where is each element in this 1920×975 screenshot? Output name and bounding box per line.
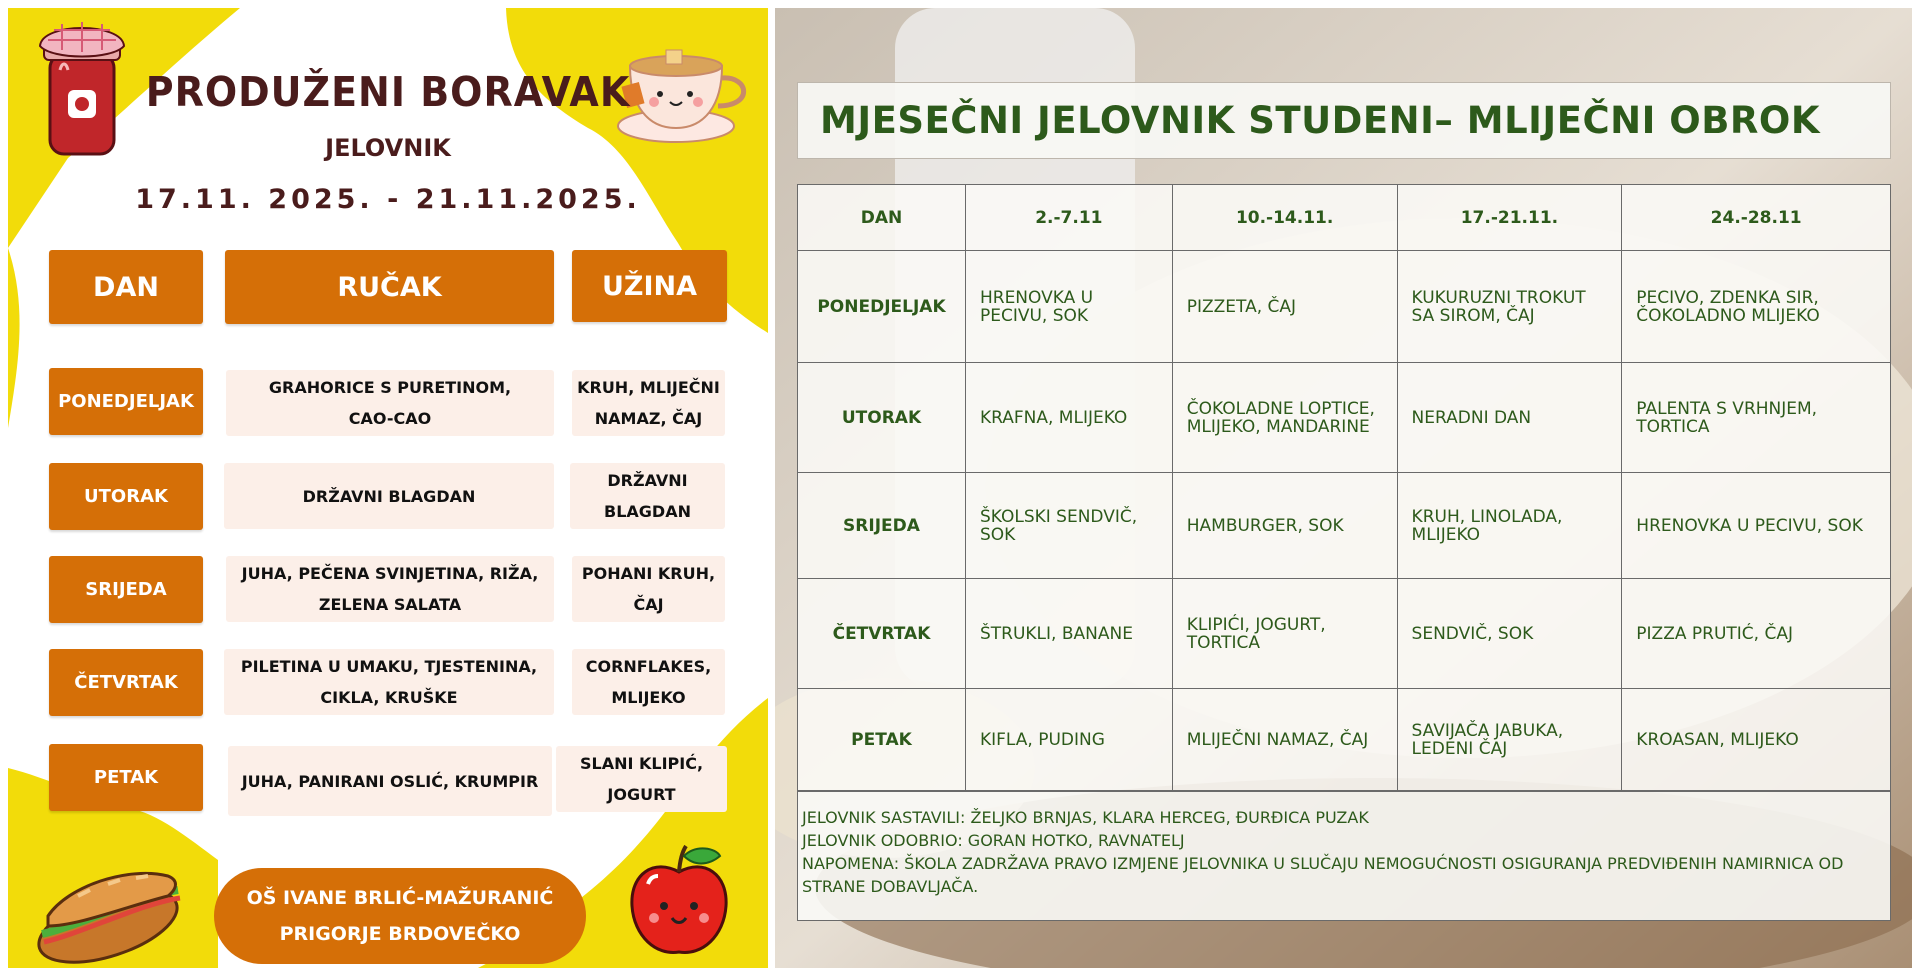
note-line: NAPOMENA: ŠKOLA ZADRŽAVA PRAVO IZMJENE JELOVNIKA U SLUČAJU NEMOGUĆNOSTI OSIGURANJA PREDVIĐENIH NAMIRNICA OD STRANE DOBAVLJAČA. bbox=[802, 854, 1844, 896]
meal-cell bbox=[965, 473, 1172, 579]
snack-line: KRUH, MLIJEČNI bbox=[577, 378, 720, 397]
lunch-cell bbox=[224, 649, 554, 715]
snack-cell bbox=[572, 556, 725, 622]
table-row bbox=[798, 579, 1891, 689]
meal-line: ČOKOLADNO MLIJEKO bbox=[1636, 305, 1820, 326]
meal-line: PECIVU, SOK bbox=[979, 305, 1089, 326]
snack-line: NAMAZ, ČAJ bbox=[594, 409, 703, 428]
sandwich-icon bbox=[28, 856, 188, 966]
snack-line: MLIJEKO bbox=[611, 688, 686, 707]
lunch-cell bbox=[224, 463, 554, 529]
day-cell: ČETVRTAK bbox=[798, 579, 966, 689]
meal-cell bbox=[1172, 363, 1397, 473]
snack-cell bbox=[572, 370, 725, 436]
header-lunch: RUČAK bbox=[225, 250, 554, 324]
lunch-line: CAO-CAO bbox=[348, 409, 432, 428]
meal-line: SOK bbox=[979, 524, 1016, 545]
meal-line: TORTICA bbox=[1186, 632, 1260, 653]
day-label: SRIJEDA bbox=[49, 556, 203, 623]
meal-line: SA SIROM, ČAJ bbox=[1411, 305, 1535, 326]
meal-line: HRENOVKA U bbox=[979, 287, 1094, 308]
day-cell: SRIJEDA bbox=[798, 473, 966, 579]
school-location: PRIGORJE BRDOVEČKO bbox=[279, 923, 521, 945]
day-label: PETAK bbox=[49, 744, 203, 811]
meal-line: LEDENI ČAJ bbox=[1411, 738, 1508, 759]
meal-cell bbox=[965, 689, 1172, 791]
meal-line: ŠTRUKLI, BANANE bbox=[979, 623, 1133, 644]
lunch-cell bbox=[226, 370, 554, 436]
meal-cell bbox=[1622, 473, 1891, 579]
table-row bbox=[798, 473, 1891, 579]
meal-cell bbox=[1172, 689, 1397, 791]
meal-line: HAMBURGER, SOK bbox=[1186, 515, 1344, 536]
meal-cell bbox=[1397, 579, 1622, 689]
school-name-badge bbox=[214, 868, 586, 964]
meal-line: PIZZETA, ČAJ bbox=[1186, 296, 1297, 317]
school-name: OŠ IVANE BRLIĆ-MAŽURANIĆ bbox=[246, 887, 554, 909]
meal-cell bbox=[1397, 251, 1622, 363]
poster-title: PRODUŽENI BORAVAK bbox=[145, 68, 631, 116]
table-header-row bbox=[798, 185, 1891, 251]
snack-line: SLANI KLIPIĆ, bbox=[579, 754, 704, 773]
meal-cell bbox=[1397, 689, 1622, 791]
meal-line: KRAFNA, MLIJEKO bbox=[979, 407, 1128, 428]
snack-cell bbox=[556, 746, 727, 812]
snack-cell bbox=[572, 649, 725, 715]
meal-line: MLIJEČNI NAMAZ, ČAJ bbox=[1186, 729, 1369, 750]
meal-cell bbox=[1622, 689, 1891, 791]
poster-subtitle: JELOVNIK bbox=[325, 134, 451, 162]
poster-date-range: 17.11. 2025. - 21.11.2025. bbox=[135, 184, 641, 215]
meal-line: KUKURUZNI TROKUT bbox=[1411, 287, 1586, 308]
snack-line: JOGURT bbox=[607, 785, 676, 804]
lunch-cell bbox=[226, 556, 554, 622]
meal-cell bbox=[1622, 579, 1891, 689]
day-label: ČETVRTAK bbox=[49, 649, 203, 716]
day-label: UTORAK bbox=[49, 463, 203, 530]
note-line: JELOVNIK ODOBRIO: GORAN HOTKO, RAVNATELJ bbox=[802, 831, 1185, 850]
day-cell: PETAK bbox=[798, 689, 966, 791]
column-header: DAN bbox=[798, 185, 966, 251]
meal-line: NERADNI DAN bbox=[1411, 407, 1532, 428]
table-row bbox=[798, 363, 1891, 473]
column-header: 17.-21.11. bbox=[1397, 185, 1622, 251]
monthly-menu-poster bbox=[775, 8, 1912, 968]
snack-cell bbox=[570, 463, 725, 529]
apple-icon bbox=[624, 844, 734, 964]
lunch-line: CIKLA, KRUŠKE bbox=[320, 688, 458, 707]
meal-line: TORTICA bbox=[1636, 416, 1710, 437]
meal-line: KROASAN, MLIJEKO bbox=[1636, 729, 1799, 750]
meal-cell bbox=[1622, 363, 1891, 473]
lunch-line: DRŽAVNI BLAGDAN bbox=[302, 486, 476, 506]
note-line: JELOVNIK SASTAVILI: ŽELJKO BRNJAS, KLARA HERCEG, ĐURĐICA PUZAK bbox=[802, 808, 1369, 827]
lunch-cell bbox=[228, 746, 552, 816]
lunch-line: JUHA, PEČENA SVINJETINA, RIŽA, bbox=[241, 564, 539, 583]
day-label: PONEDJELJAK bbox=[49, 368, 203, 435]
table-row bbox=[798, 689, 1891, 791]
day-cell: UTORAK bbox=[798, 363, 966, 473]
table-row bbox=[798, 251, 1891, 363]
meal-line: MLIJEKO, MANDARINE bbox=[1186, 416, 1370, 437]
meal-line: PALENTA S VRHNJEM, bbox=[1636, 398, 1818, 419]
meal-cell bbox=[1622, 251, 1891, 363]
weekly-menu-poster bbox=[8, 8, 768, 968]
meal-cell bbox=[965, 363, 1172, 473]
snack-line: DRŽAVNI BLAGDAN bbox=[604, 471, 691, 521]
meal-cell bbox=[1397, 363, 1622, 473]
meal-line: SAVIJAČA JABUKA, bbox=[1411, 720, 1564, 741]
header-snack: UŽINA bbox=[572, 250, 727, 322]
lunch-line: PILETINA U UMAKU, TJESTENINA, bbox=[240, 657, 538, 676]
snack-line: CORNFLAKES, bbox=[585, 657, 712, 676]
column-header: 24.-28.11 bbox=[1622, 185, 1891, 251]
column-header: 2.-7.11 bbox=[965, 185, 1172, 251]
meal-line: PIZZA PRUTIĆ, ČAJ bbox=[1636, 623, 1793, 644]
header-day: DAN bbox=[49, 250, 203, 324]
meal-line: KRUH, LINOLADA, bbox=[1411, 506, 1563, 527]
day-cell: PONEDJELJAK bbox=[798, 251, 966, 363]
meal-line: MLIJEKO bbox=[1411, 524, 1481, 545]
menu-notes bbox=[797, 791, 1891, 921]
lunch-line: GRAHORICE S PURETINOM, bbox=[268, 378, 512, 397]
lunch-line: JUHA, PANIRANI OSLIĆ, KRUMPIR bbox=[241, 771, 539, 791]
meal-line: KIFLA, PUDING bbox=[979, 729, 1105, 750]
meal-line: SENDVIČ, SOK bbox=[1411, 623, 1534, 644]
monthly-menu-table bbox=[797, 184, 1891, 791]
meal-line: ČOKOLADNE LOPTICE, bbox=[1186, 398, 1375, 419]
monthly-menu-title: MJESEČNI JELOVNIK STUDENI– MLIJEČNI OBROK bbox=[797, 82, 1891, 159]
meal-cell bbox=[1397, 473, 1622, 579]
snack-line: POHANI KRUH, ČAJ bbox=[581, 564, 716, 614]
meal-cell bbox=[1172, 251, 1397, 363]
meal-cell bbox=[965, 251, 1172, 363]
meal-line: KLIPIĆI, JOGURT, bbox=[1186, 614, 1326, 635]
meal-cell bbox=[1172, 473, 1397, 579]
meal-cell bbox=[1172, 579, 1397, 689]
meal-line: ŠKOLSKI SENDVIČ, bbox=[979, 506, 1138, 527]
meal-line: PECIVO, ZDENKA SIR, bbox=[1636, 287, 1819, 308]
lunch-line: ZELENA SALATA bbox=[318, 595, 462, 614]
meal-cell bbox=[965, 579, 1172, 689]
column-header: 10.-14.11. bbox=[1172, 185, 1397, 251]
meal-line: HRENOVKA U PECIVU, SOK bbox=[1636, 515, 1863, 536]
